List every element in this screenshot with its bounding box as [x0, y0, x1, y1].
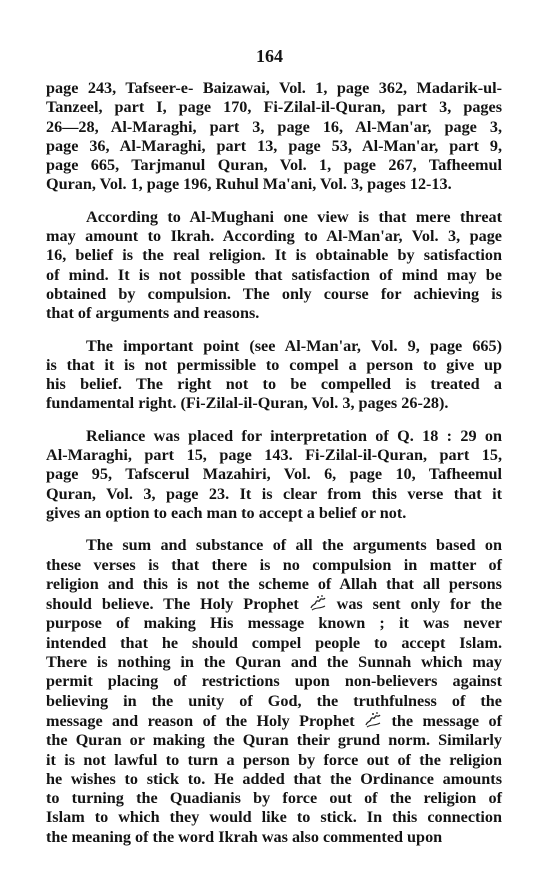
text-line: 16, belief is the real religion. It is obtainable by satisfaction	[46, 246, 502, 265]
text-line: intended that he should compel people to accept Islam.	[46, 633, 502, 652]
paragraph	[46, 536, 502, 847]
text-line: obtained by compulsion. The only course for achieving is	[46, 284, 502, 303]
text-line: Quran, Vol. 1, page 196, Ruhul Ma'ani, Vol. 3, pages 12-13.	[46, 175, 452, 194]
paragraph	[46, 79, 502, 195]
paragraph-gap	[46, 195, 502, 208]
body-text	[46, 79, 502, 847]
honorific-calligraphy-icon	[364, 711, 382, 729]
text-line: to turning the Quadianis by force out of the religion of	[46, 789, 502, 808]
text-line: permit placing of restrictions upon non-believers against	[46, 672, 502, 691]
paragraph	[46, 427, 502, 523]
text-line: message and reason of the Holy Prophet the message of	[46, 711, 502, 730]
text-line: The sum and substance of all the arguments based on	[86, 536, 502, 555]
text-line: believing in the unity of God, the truthfulness of the	[46, 691, 502, 710]
text-line: According to Al-Mughani one view is that mere threat	[86, 207, 502, 226]
text-line: Quran, Vol. 3, page 23. It is clear from this verse that it	[46, 484, 502, 503]
text-line: it is not lawful to turn a person by force out of the religion	[46, 750, 502, 769]
text-line: fundamental right. (Fi-Zilal-il-Quran, Vol. 3, pages 26-28).	[46, 394, 449, 413]
paragraph	[46, 208, 502, 324]
paragraph-gap	[46, 414, 502, 427]
text-line: purpose of making His message known ; it was never	[46, 614, 502, 633]
text-line: his belief. The right not to be compelled is treated a	[46, 375, 502, 394]
text-line: should believe. The Holy Prophet was sent only for the	[46, 595, 502, 614]
text-line: page 665, Tarjmanul Quran, Vol. 1, page 267, Tafheemul	[46, 156, 502, 175]
text-line: religion and this is not the scheme of Allah that all persons	[46, 574, 502, 593]
paragraph	[46, 337, 502, 414]
text-line: the meaning of the word Ikrah was also commented upon	[46, 827, 443, 846]
honorific-calligraphy-icon	[309, 594, 327, 612]
text-line: may amount to Ikrah. According to Al-Man'ar, Vol. 3, page	[46, 227, 502, 246]
text-line: page 243, Tafseer-e- Baizawai, Vol. 1, page 362, Madarik-ul-	[46, 79, 502, 97]
text-line: Islam to which they would like to stick. In this connection	[46, 808, 502, 827]
text-line: Al-Maraghi, part 15, page 143. Fi-Zilal-il-Quran, part 15,	[46, 446, 502, 465]
text-line: of mind. It is not possible that satisfaction of mind may be	[46, 265, 502, 284]
text-line: he wishes to stick to. He added that the Ordinance amounts	[46, 769, 502, 788]
page-number: 164	[256, 46, 283, 66]
text-line: these verses is that there is no compulsion in matter of	[46, 555, 502, 574]
text-line: that of arguments and reasons.	[46, 304, 260, 323]
text-line: The important point (see Al-Man'ar, Vol. 9, page 665)	[86, 336, 502, 355]
paragraph-gap	[46, 324, 502, 337]
text-line: Reliance was placed for interpretation of Q. 18 : 29 on	[86, 426, 502, 445]
text-line: the Quran or making the Quran their grund norm. Similarly	[46, 731, 502, 750]
text-line: page 36, Al-Maraghi, part 13, page 53, Al-Man'ar, part 9,	[46, 136, 502, 155]
paragraph-gap	[46, 523, 502, 536]
text-line: page 95, Tafscerul Mazahiri, Vol. 6, page 10, Tafheemul	[46, 465, 502, 484]
text-line: gives an option to each man to accept a belief or not.	[46, 503, 407, 522]
text-line: 26—28, Al-Maraghi, part 3, page 16, Al-Man'ar, page 3,	[46, 117, 502, 136]
text-line: is that it is not permissible to compel a person to give up	[46, 355, 502, 374]
text-line: There is nothing in the Quran and the Sunnah which may	[46, 653, 502, 672]
text-line: Tanzeel, part I, page 170, Fi-Zilal-il-Quran, part 3, pages	[46, 98, 502, 117]
